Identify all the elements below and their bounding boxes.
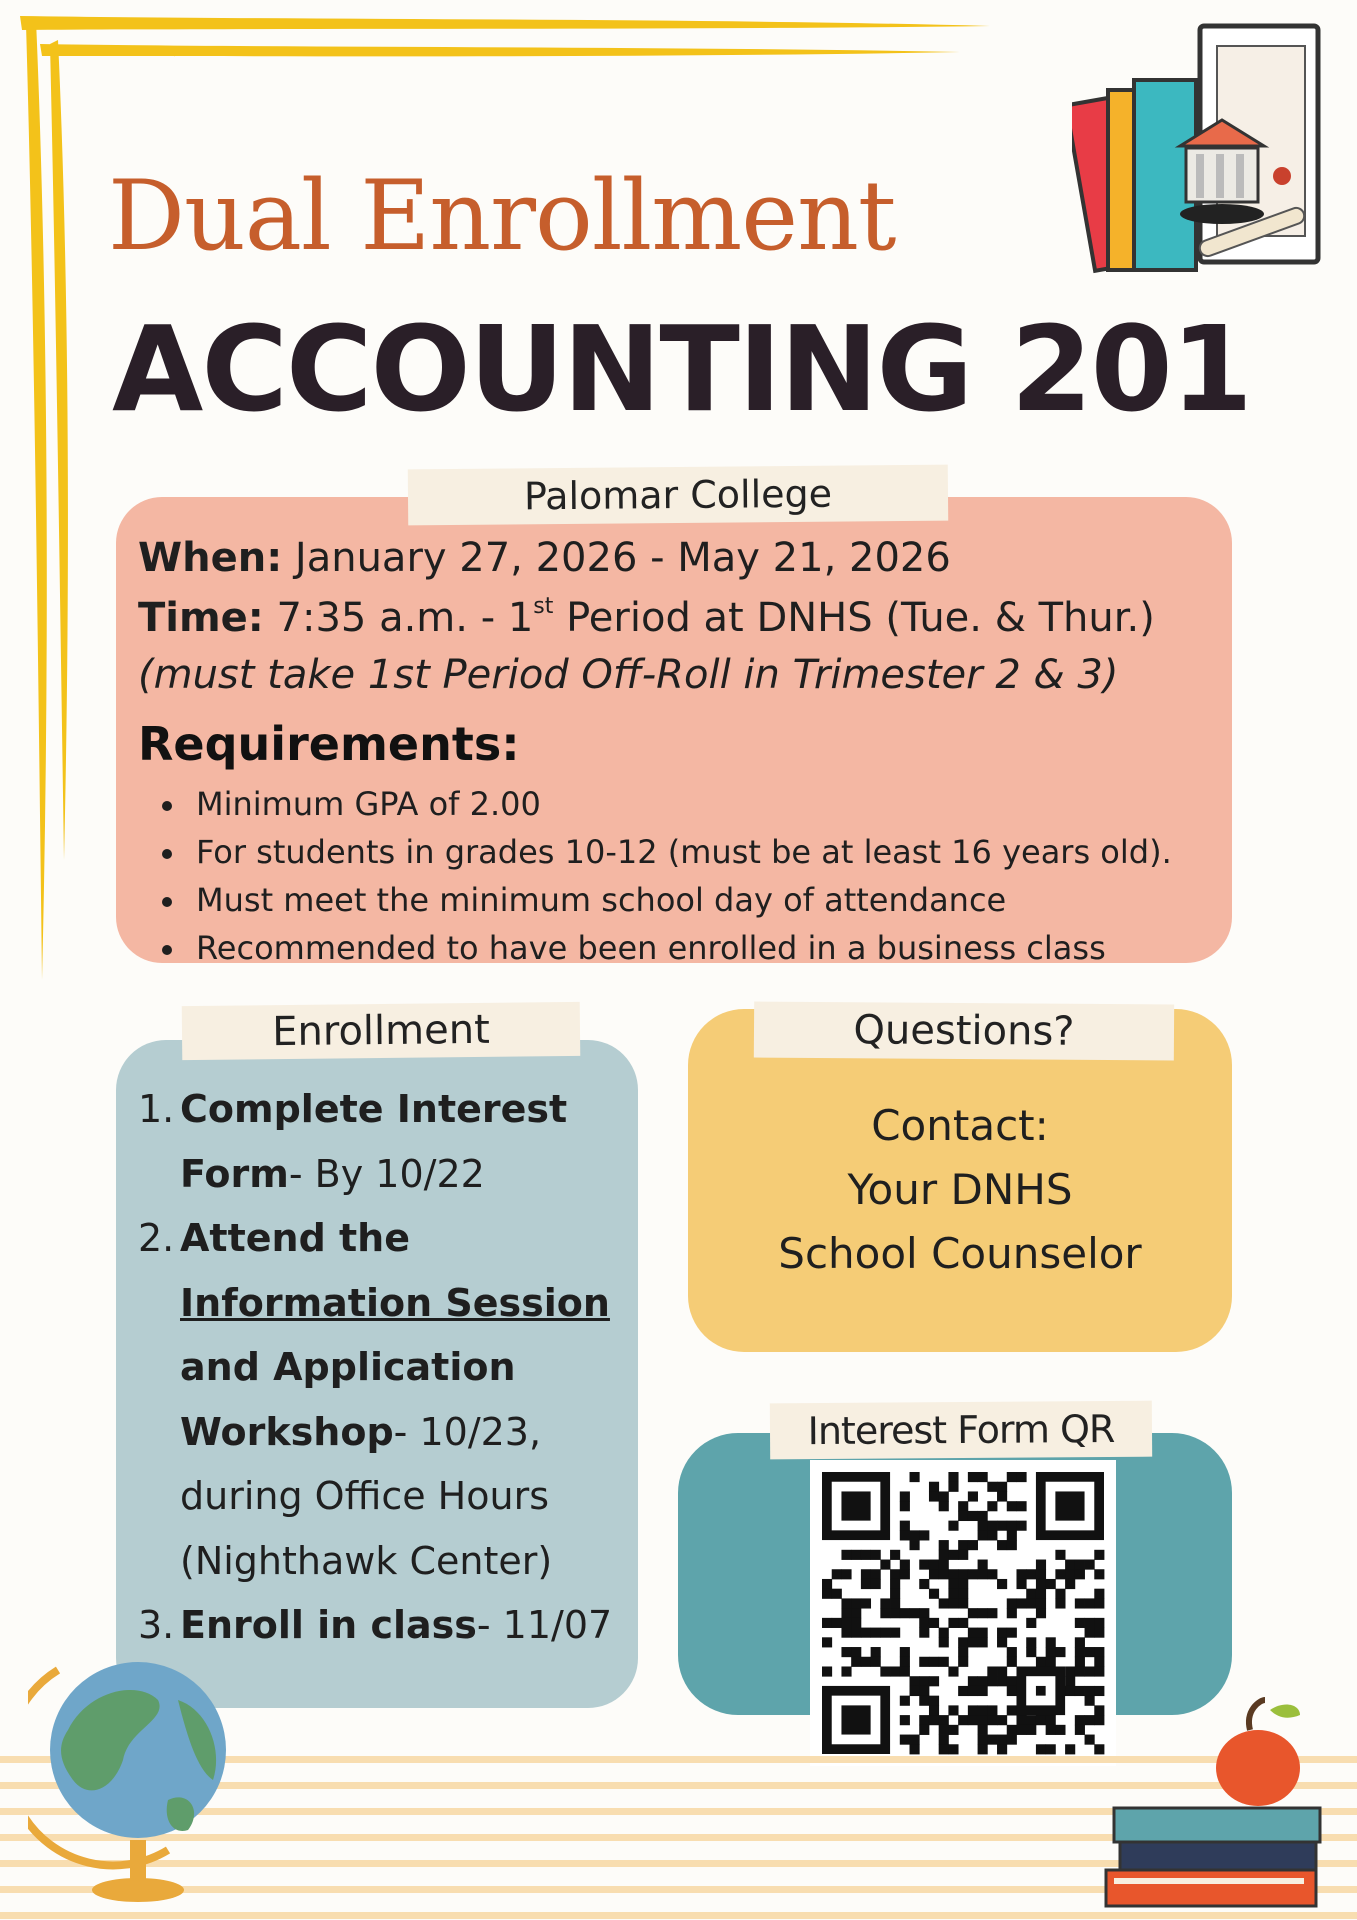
- step-1-action: Complete Interest Form: [180, 1087, 568, 1196]
- time-line: [138, 594, 1155, 641]
- time-sup: st: [533, 594, 554, 619]
- information-session-link[interactable]: Information Session: [180, 1280, 610, 1325]
- when-label: When:: [138, 535, 283, 581]
- contact-line-3: School Counselor: [778, 1229, 1142, 1278]
- time-value-b: Period at DNHS (Tue. & Thur.): [553, 595, 1155, 641]
- qr-code-icon[interactable]: [810, 1460, 1116, 1766]
- enrollment-step-1: [138, 1077, 618, 1206]
- step-number: 3.: [138, 1603, 175, 1647]
- requirements-heading: Requirements:: [138, 717, 520, 771]
- enrollment-steps: [138, 1077, 618, 1658]
- books-icon: [1072, 18, 1322, 308]
- qr-heading: Interest Form QR: [770, 1401, 1152, 1460]
- requirement-item: For students in grades 10-12 (must be at least 16 years old).: [160, 828, 1172, 876]
- requirement-item: Must meet the minimum school day of attendance: [160, 876, 1172, 924]
- step-2-details: - 10/23, during Office Hours (Nighthawk Center): [180, 1409, 553, 1583]
- requirements-list: [160, 780, 1172, 972]
- step-1-date: - By 10/22: [288, 1151, 485, 1196]
- questions-heading: Questions?: [754, 1002, 1174, 1061]
- contact-line-1: Contact:: [871, 1101, 1049, 1150]
- off-roll-note: (must take 1st Period Off-Roll in Trimester 2 & 3): [138, 652, 1119, 698]
- step-number: 2.: [138, 1216, 175, 1260]
- requirement-item: Minimum GPA of 2.00: [160, 780, 1172, 828]
- college-label: Palomar College: [408, 465, 948, 526]
- step-2-action-a: Attend the: [180, 1216, 410, 1260]
- enrollment-step-2: [138, 1206, 618, 1593]
- step-3-date: - 11/07: [476, 1603, 613, 1647]
- time-label: Time:: [138, 595, 264, 641]
- requirement-item: Recommended to have been enrolled in a business class: [160, 924, 1172, 972]
- when-line: [138, 535, 951, 581]
- when-value: January 27, 2026 - May 21, 2026: [294, 535, 951, 581]
- contact-info: [688, 1094, 1232, 1286]
- title-dual-enrollment: Dual Enrollment: [108, 160, 896, 272]
- step-2-action-b: and Application Workshop: [180, 1345, 516, 1454]
- apple-books-icon: [1100, 1690, 1340, 1920]
- time-value-a: 7:35 a.m. - 1: [276, 595, 534, 641]
- contact-line-2: Your DNHS: [847, 1165, 1073, 1214]
- step-number: 1.: [138, 1087, 175, 1131]
- globe-icon: [28, 1640, 258, 1920]
- title-course: ACCOUNTING 201: [112, 300, 1251, 438]
- enrollment-heading: Enrollment: [182, 1002, 581, 1060]
- step-3-action: Enroll in class: [180, 1603, 477, 1647]
